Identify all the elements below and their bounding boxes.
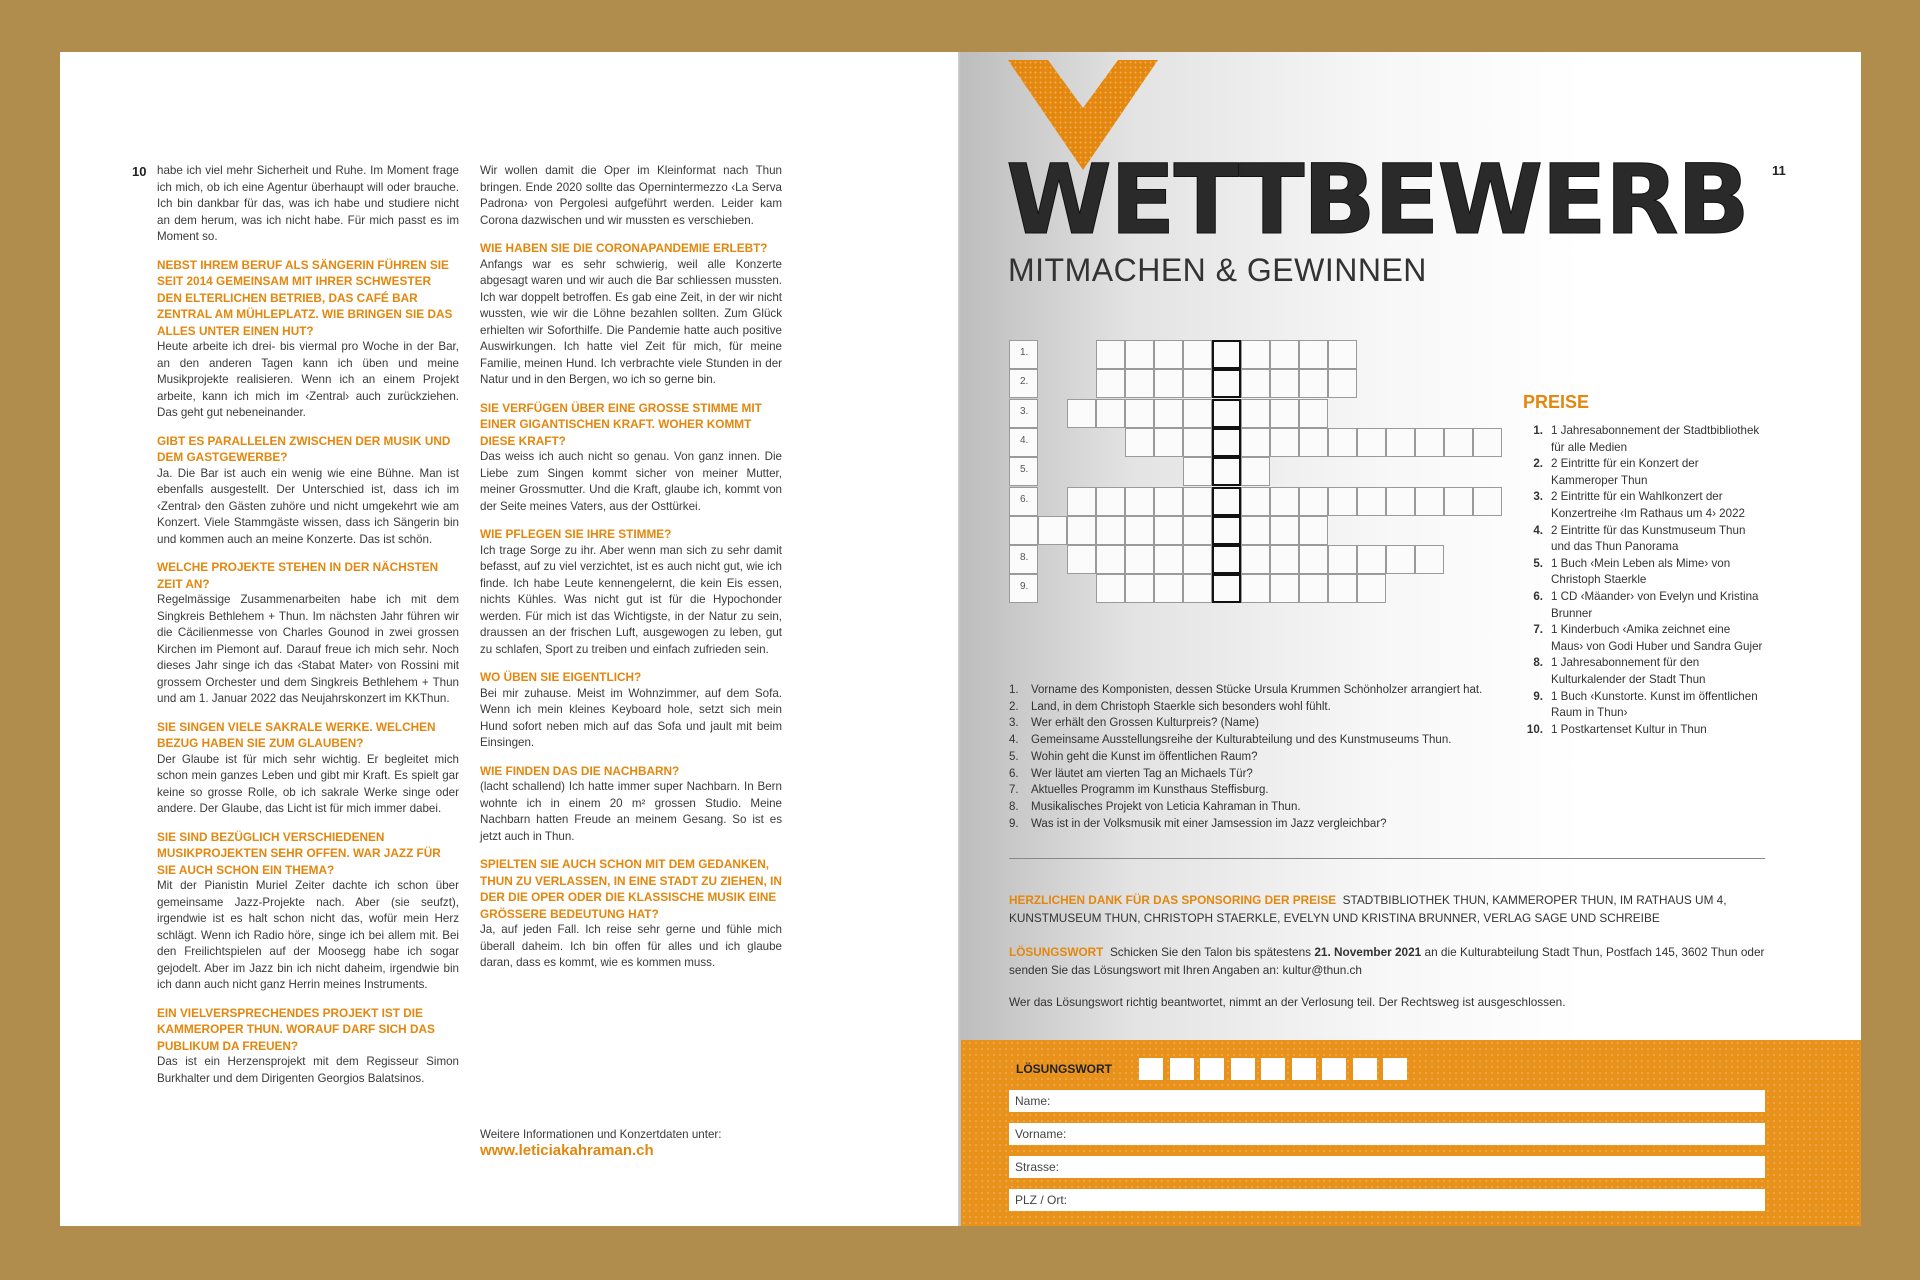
crossword-cell[interactable]: [1067, 399, 1096, 428]
crossword-cell[interactable]: [1125, 487, 1154, 516]
clue-number: 7.: [1009, 784, 1019, 797]
crossword-cell[interactable]: [1241, 516, 1270, 545]
prizes-list: [1523, 423, 1763, 738]
crossword-cell[interactable]: [1183, 369, 1212, 398]
crossword-cell[interactable]: [1154, 369, 1183, 398]
interview-question: WIE HABEN SIE DIE CORONAPANDEMIE ERLEBT?: [480, 241, 768, 255]
competition-title: WETTBEWERB: [1006, 144, 1748, 256]
interview-answer: Ich trage Sorge zu ihr. Aber wenn man sich zu sehr damit befasst, auf zu viel verzichtet, ist es auch nicht gut, wie ich finde. Ich habe Leute kennengelernt, die kein Eis essen, nichts Kühles. Was nicht gut ist für die Hypochonder werden. Für mich ist das Wichtigste, in der Natur zu sein, draussen an der frischen Luft, ausgewogen zu leben, gut zu schlafen, Sport zu treiben und einfach zufrieden sein.: [480, 543, 782, 656]
crossword-solution-cell[interactable]: [1212, 340, 1241, 369]
clue-item: [1009, 816, 1609, 833]
page-number-left: 10: [132, 164, 147, 179]
prize-item: [1523, 556, 1763, 589]
crossword-cell[interactable]: [1183, 340, 1212, 369]
crossword-cell[interactable]: [1096, 516, 1125, 545]
crossword-cell[interactable]: [1038, 516, 1067, 545]
row-number-label: 2.: [1020, 376, 1029, 388]
crossword-cell[interactable]: [1357, 574, 1386, 603]
crossword-cell[interactable]: [1357, 487, 1386, 516]
crossword-cell[interactable]: [1299, 340, 1328, 369]
prize-number: 9.: [1533, 689, 1543, 703]
crossword-cell[interactable]: [1415, 545, 1444, 574]
crossword-cell[interactable]: [1154, 428, 1183, 457]
clue-number: 5.: [1009, 750, 1019, 763]
crossword-row-number: [1009, 487, 1038, 516]
clue-number: 8.: [1009, 800, 1019, 813]
prizes-section: [1523, 392, 1763, 738]
left-page: [60, 52, 960, 1226]
crossword-cell[interactable]: [1328, 340, 1357, 369]
crossword-cell[interactable]: [1096, 340, 1125, 369]
crossword-cell[interactable]: [1183, 399, 1212, 428]
prize-item: [1523, 655, 1763, 688]
deadline: 21. November 2021: [1314, 945, 1422, 959]
clue-number: 9.: [1009, 817, 1019, 830]
interview-question: EIN VIELVERSPRECHENDES PROJEKT IST DIE KAMMEROPER THUN. WORAUF DARF SICH DAS PUBLIKUM DA FREUEN?: [157, 1005, 435, 1053]
crossword-cell[interactable]: [1125, 574, 1154, 603]
form-field[interactable]: PLZ / Ort:: [1009, 1189, 1765, 1211]
crossword-cell[interactable]: [1154, 545, 1183, 574]
clue-text: Wer erhält den Grossen Kulturpreis? (Name): [1031, 717, 1259, 730]
prize-item: [1523, 689, 1763, 722]
crossword-cell[interactable]: [1241, 340, 1270, 369]
interview-answer: Das weiss ich auch nicht so genau. Von ganz innen. Die Liebe zum Singen kommt sicher von meiner Mutter, meiner Grossmutter. Und die Kraft, glaube ich, kommt von der Seite meines Vaters, aus der Osttürkei.: [480, 450, 782, 513]
crossword-cell[interactable]: [1357, 428, 1386, 457]
crossword-solution-cell[interactable]: [1212, 369, 1241, 398]
interview-question: WELCHE PROJEKTE STEHEN IN DER NÄCHSTEN ZEIT AN?: [157, 560, 439, 591]
crossword-solution-cell[interactable]: [1212, 428, 1241, 457]
solution-letter-box[interactable]: [1322, 1058, 1346, 1080]
form-field[interactable]: Name:: [1009, 1090, 1765, 1112]
prize-item: [1523, 622, 1763, 655]
crossword-row-number: [1009, 340, 1038, 369]
crossword-row-number: [1009, 574, 1038, 603]
crossword-row-number: [1009, 545, 1038, 574]
crossword-solution-cell[interactable]: [1212, 516, 1241, 545]
prize-number: 7.: [1533, 623, 1543, 637]
crossword-cell[interactable]: [1386, 545, 1415, 574]
interview-question: SIE SINGEN VIELE SAKRALE WERKE. WELCHEN BEZUG HABEN SIE ZUM GLAUBEN?: [157, 719, 436, 750]
disclaimer: Wer das Lösungswort richtig beantwortet, nimmt an der Verlosung teil. Der Rechtsweg ist ausgeschlossen.: [1009, 995, 1566, 1009]
crossword-cell[interactable]: [1473, 487, 1502, 516]
row-number-label: 4.: [1020, 434, 1029, 446]
prize-item: [1523, 722, 1763, 739]
prize-text: 2 Eintritte für ein Wahlkonzert der Konzertreihe ‹Im Rathaus um 4› 2022: [1551, 490, 1745, 520]
row-number-label: 3.: [1020, 405, 1029, 417]
crossword-cell[interactable]: [1386, 428, 1415, 457]
crossword-cell[interactable]: [1067, 516, 1096, 545]
prize-number: 10.: [1526, 722, 1543, 736]
row-number-label: 1.: [1020, 347, 1029, 358]
crossword-cell[interactable]: [1270, 545, 1299, 574]
clue-text: Land, in dem Christoph Staerkle sich besonders wohl fühlt.: [1031, 700, 1331, 713]
interview-question: WIE PFLEGEN SIE IHRE STIMME?: [480, 527, 672, 541]
crossword-cell[interactable]: [1473, 428, 1502, 457]
crossword-cell[interactable]: [1328, 487, 1357, 516]
prize-item: [1523, 423, 1763, 456]
crossword-cell[interactable]: [1096, 399, 1125, 428]
crossword-clues: [1009, 682, 1609, 832]
interview-answer: Ja. Die Bar ist auch ein wenig wie eine Bühne. Man ist ebenfalls ausgestellt. Der Unterschied ist, dass ich im ‹Zentral› den Gästen zuhöre und nicht umgekehrt wie am Konzert. Viele Stammgäste wissen, dass ich Sängerin bin und kommen auch an meine Konzerte. Das ist schön.: [157, 466, 459, 546]
crossword-cell[interactable]: [1154, 399, 1183, 428]
interview-answer: Mit der Pianistin Muriel Zeiter dachte ich schon über gemeinsame Jazz-Projekte nach. Aber (sie seufzt), irgendwie ist es halt schon nicht das, wofür mein Herz schlägt. Wenn ich Radio höre, singe ich bei allem mit. Bei den Freilichtspielen auf der Moosegg habe ich sogar gejodelt. Aber im Jazz bin ich nicht daheim, irgendwie bin ich dann auch nicht ganz Herrin meines Instruments.: [157, 879, 459, 991]
competition-subtitle: MITMACHEN & GEWINNEN: [1008, 252, 1427, 288]
crossword-cell[interactable]: [1328, 369, 1357, 398]
crossword-cell[interactable]: [1241, 399, 1270, 428]
clue-text: Aktuelles Programm im Kunsthaus Steffisburg.: [1031, 784, 1269, 797]
divider: [1009, 858, 1765, 859]
crossword-cell[interactable]: [1241, 457, 1270, 486]
solution-text-1: Schicken Sie den Talon bis spätestens: [1109, 945, 1312, 959]
more-info-text: Weitere Informationen und Konzertdaten unter:: [480, 1128, 722, 1141]
interview-answer: Heute arbeite ich drei- bis viermal pro Woche in der Bar, an den anderen Tagen kann ich üben und meine Musikprojekte realisieren. Wenn ich an einem Projekt arbeite, kann ich mich im ‹Zentral› auch zurückziehen. Das geht gut nebeneinander.: [157, 340, 459, 419]
crossword-cell[interactable]: [1386, 487, 1415, 516]
prizes-heading: PREISE: [1523, 392, 1590, 412]
row-number-label: 5.: [1020, 464, 1029, 476]
crossword-row-number: [1009, 369, 1038, 398]
sponsor-label: HERZLICHEN DANK FÜR DAS SPONSORING DER PREISE: [1009, 893, 1337, 907]
crossword-cell[interactable]: [1067, 487, 1096, 516]
prize-text: 1 CD ‹Mäander› von Evelyn und Kristina Brunner: [1551, 589, 1759, 620]
clue-item: [1009, 715, 1609, 732]
crossword-cell[interactable]: [1241, 574, 1270, 603]
crossword-cell[interactable]: [1299, 428, 1328, 457]
crossword-cell[interactable]: [1444, 487, 1473, 516]
interview-answer: Das ist ein Herzensprojekt mit dem Regisseur Simon Burkhalter und dem Dirigenten Georgios Balatsinos.: [157, 1055, 459, 1085]
interview-question: SPIELTEN SIE AUCH SCHON MIT DEM GEDANKEN, THUN ZU VERLASSEN, IN EINE STADT ZU ZIEHEN, IN DER DIE OPER ODER DIE KLASSISCHE MUSIK EINE GRÖSSERE BEDEUTUNG HAT?: [480, 857, 782, 921]
prize-number: 3.: [1533, 490, 1543, 504]
clue-text: Gemeinsame Ausstellungsreihe der Kulturabteilung und des Kunstmuseums Thun.: [1031, 734, 1452, 747]
clue-text: Musikalisches Projekt von Leticia Kahraman in Thun.: [1031, 800, 1301, 813]
sponsor-text: STADTBIBLIOTHEK THUN, KAMMEROPER THUN, IM RATHAUS UM 4, KUNSTMUSEUM THUN, CHRISTOPH STAERKLE, EVELYN UND KRISTINA BRUNNER, VERLAG SAGE UND SCHREIBE: [1009, 893, 1727, 925]
prize-number: 4.: [1533, 523, 1543, 537]
form-field[interactable]: Strasse:: [1009, 1156, 1765, 1178]
crossword-cell[interactable]: [1270, 516, 1299, 545]
crossword-grid[interactable]: [1009, 340, 1489, 660]
crossword-cell[interactable]: [1241, 545, 1270, 574]
crossword-cell[interactable]: [1183, 545, 1212, 574]
crossword-cell[interactable]: [1270, 574, 1299, 603]
solution-letter-box[interactable]: [1231, 1058, 1255, 1080]
prize-item: [1523, 523, 1763, 556]
crossword-cell[interactable]: [1154, 340, 1183, 369]
crossword-row-number: [1009, 428, 1038, 457]
crossword-cell[interactable]: [1154, 487, 1183, 516]
interview-question: WO ÜBEN SIE EIGENTLICH?: [480, 670, 642, 684]
prize-text: 2 Eintritte für das Kunstmuseum Thun und das Thun Panorama: [1551, 523, 1746, 554]
clue-number: 1.: [1009, 684, 1019, 696]
clue-item: [1009, 749, 1609, 766]
crossword-cell[interactable]: [1241, 369, 1270, 398]
crossword-cell[interactable]: [1270, 369, 1299, 398]
row-number-label: 8.: [1020, 552, 1029, 564]
solution-paragraph: [1009, 944, 1769, 979]
solution-letter-box[interactable]: [1139, 1058, 1163, 1080]
sponsor-paragraph: [1009, 892, 1769, 927]
interview-answer: Ja, auf jeden Fall. Ich reise sehr gerne und fühle mich überall daheim. Ich bin offen für alles und ich glaube daran, dass es kommt, wie es kommen muss.: [480, 923, 782, 969]
prize-number: 5.: [1533, 556, 1543, 570]
crossword-cell[interactable]: [1125, 369, 1154, 398]
crossword-solution-cell[interactable]: [1212, 399, 1241, 428]
crossword-cell[interactable]: [1125, 340, 1154, 369]
interview-answer: Wir wollen damit die Oper im Kleinformat nach Thun bringen. Ende 2020 sollte das Opernintermezzo ‹La Serva Padrona› von Pergolesi aufgeführt werden. Leider kam Corona dazwischen und wir mussten es verschieben.: [480, 164, 782, 227]
clue-item: [1009, 799, 1609, 816]
solution-text-2: an die Kulturabteilung Stadt Thun, Postfach 145, 3602 Thun oder senden Sie das Lösungswort mit Ihren Angaben an: kultur@thun.ch: [1009, 945, 1765, 977]
solution-letter-box[interactable]: [1170, 1058, 1194, 1080]
crossword-cell[interactable]: [1241, 487, 1270, 516]
crossword-cell[interactable]: [1125, 516, 1154, 545]
crossword-cell[interactable]: [1415, 428, 1444, 457]
prize-number: 6.: [1533, 589, 1543, 603]
crossword-cell[interactable]: [1299, 516, 1328, 545]
clue-item: [1009, 732, 1609, 749]
form-field[interactable]: Vorname:: [1009, 1123, 1765, 1145]
crossword-cell[interactable]: [1183, 457, 1212, 486]
right-page: [961, 52, 1861, 1226]
prize-number: 8.: [1533, 656, 1543, 670]
crossword-solution-cell[interactable]: [1212, 545, 1241, 574]
row-number-label: 9.: [1020, 581, 1029, 593]
clue-item: [1009, 766, 1609, 783]
crossword-cell[interactable]: [1444, 428, 1473, 457]
entry-form: [961, 1040, 1861, 1226]
crossword-cell[interactable]: [1328, 545, 1357, 574]
clue-text: Wohin geht die Kunst im öffentlichen Raum?: [1031, 750, 1258, 763]
clue-number: 3.: [1009, 717, 1019, 730]
crossword-cell[interactable]: [1009, 516, 1038, 545]
interview-answer: Anfangs war es sehr schwierig, weil alle Konzerte abgesagt waren und wir auch die Bar schliessen mussten. Ich war doppelt betroffen. Es gab eine Zeit, in der wir nicht wussten, wie wir die Löhne bezahlen sollten. Zum Glück erhielten wir Soforthilfe. Die Pandemie hatte auch positive Auswirkungen. Ich hatte viel Zeit für mich, für meine Familie, meinen Hund. Ich verbrachte viele Stunden in der Natur und in den Bergen, wo ich so gerne bin.: [480, 257, 782, 386]
clue-item: [1009, 699, 1609, 716]
crossword-cell[interactable]: [1299, 545, 1328, 574]
crossword-cell[interactable]: [1299, 369, 1328, 398]
interview-question: WIE FINDEN DAS DIE NACHBARN?: [480, 763, 680, 778]
prize-text: 2 Eintritte für ein Konzert der Kammeroper Thun: [1551, 457, 1699, 487]
prize-text: 1 Jahresabonnement für den Kulturkalender der Stadt Thun: [1551, 656, 1706, 686]
crossword-cell[interactable]: [1328, 574, 1357, 603]
interview-answer: Regelmässige Zusammenarbeiten habe ich mit dem Singkreis Bethlehem + Thun. Im nächsten Jahr führen wir die Cäcilienmesse von Charles Gounod in zwei grossen Kirchen im Piemont auf. Darauf freue ich mich sehr. Noch dieses Jahr singe ich das ‹Stabat Mater› von Rossini mit grossem Orchester und dem Singkreis Bethlehem + Thun und am 1. Januar 2022 das Neujahrskonzert im KKThun.: [157, 593, 459, 705]
crossword-cell[interactable]: [1270, 399, 1299, 428]
crossword-cell[interactable]: [1125, 399, 1154, 428]
prize-text: 1 Postkartenset Kultur in Thun: [1551, 722, 1707, 736]
crossword-cell[interactable]: [1299, 399, 1328, 428]
clue-number: 4.: [1009, 734, 1019, 747]
article-column-1: [157, 163, 459, 1098]
clue-number: 2.: [1009, 700, 1019, 713]
interview-answer: Der Glaube ist für mich sehr wichtig. Er begleitet mich schon mein ganzes Leben und gibt mir Kraft. Es spielt gar keine so grosse Rolle, ob ich sakrale Werke singe oder andere. Der Glaube, das Licht ist für mich immer dabei.: [157, 752, 459, 815]
crossword-cell[interactable]: [1270, 487, 1299, 516]
crossword-cell[interactable]: [1125, 545, 1154, 574]
interview-answer: (lacht schallend) Ich hatte immer super Nachbarn. In Bern wohnte ich in einem 20 m² grossen Studio. Meine Nachbarn hatten Freude an meinem Gesang. So ist es jetzt auch in Thun.: [480, 780, 782, 843]
crossword-row-number: [1009, 399, 1038, 428]
crossword-cell[interactable]: [1270, 340, 1299, 369]
solution-label: LÖSUNGSWORT: [1009, 945, 1104, 959]
solution-letter-box[interactable]: [1383, 1058, 1407, 1080]
clue-text: Vorname des Komponisten, dessen Stücke Ursula Krummen Schönholzer arrangiert hat.: [1031, 684, 1483, 696]
interview-answer: habe ich viel mehr Sicherheit und Ruhe. Im Moment frage ich mich, ob ich eine Agentur überhaupt will oder brauche. Ich bin dankbar für das, was ich habe und studiere nicht an dem herum, was ich nicht habe. Für mich passt es im Moment so.: [157, 164, 459, 243]
crossword-solution-cell[interactable]: [1212, 457, 1241, 486]
clue-item: [1009, 682, 1609, 699]
crossword-cell[interactable]: [1183, 516, 1212, 545]
crossword-cell[interactable]: [1183, 574, 1212, 603]
prize-item: [1523, 456, 1763, 489]
crossword-cell[interactable]: [1096, 487, 1125, 516]
crossword-cell[interactable]: [1299, 487, 1328, 516]
interview-question: SIE SIND BEZÜGLICH VERSCHIEDENEN MUSIKPROJEKTEN SEHR OFFEN. WAR JAZZ FÜR SIE AUCH SCHON EIN THEMA?: [157, 829, 441, 877]
interview-question: GIBT ES PARALLELEN ZWISCHEN DER MUSIK UND DEM GASTGEWERBE?: [157, 433, 451, 464]
prize-item: [1523, 589, 1763, 622]
crossword-cell[interactable]: [1154, 516, 1183, 545]
crossword-cell[interactable]: [1183, 487, 1212, 516]
prize-item: [1523, 489, 1763, 522]
crossword-cell[interactable]: [1183, 428, 1212, 457]
interview-question: NEBST IHREM BERUF ALS SÄNGERIN FÜHREN SIE SEIT 2014 GEMEINSAM MIT IHRER SCHWESTER DEN ELTERLICHEN BETRIEB, DAS CAFÉ BAR ZENTRAL AM MÜHLEPLATZ. WIE BRINGEN SIE DAS ALLES UNTER EINEN HUT?: [157, 257, 453, 338]
clue-text: Wer läutet am vierten Tag an Michaels Tür?: [1031, 767, 1253, 780]
prize-text: 1 Buch ‹Kunstorte. Kunst im öffentlichen Raum in Thun›: [1551, 689, 1758, 720]
prize-text: 1 Kinderbuch ‹Amika zeichnet eine Maus› von Godi Huber und Sandra Gujer: [1551, 623, 1763, 653]
solution-letter-box[interactable]: [1292, 1058, 1316, 1080]
article-column-2: [480, 163, 782, 983]
crossword-solution-cell[interactable]: [1212, 487, 1241, 516]
website-link[interactable]: www.leticiakahraman.ch: [480, 1142, 654, 1159]
crossword-cell[interactable]: [1241, 428, 1270, 457]
crossword-cell[interactable]: [1067, 545, 1096, 574]
solution-letter-box[interactable]: [1200, 1058, 1224, 1080]
interview-answer: Bei mir zuhause. Meist im Wohnzimmer, auf dem Sofa. Wenn ich mein kleines Keyboard hole, setzt sich mein Hund sofort neben mich auf das Sofa und jault mit beim Einsingen.: [480, 686, 782, 749]
crossword-row-number: [1009, 457, 1038, 486]
crossword-cell[interactable]: [1125, 428, 1154, 457]
crossword-cell[interactable]: [1415, 487, 1444, 516]
solution-word-label: LÖSUNGSWORT: [1016, 1062, 1112, 1076]
solution-letter-box[interactable]: [1261, 1058, 1285, 1080]
clue-number: 6.: [1009, 767, 1019, 780]
crossword-cell[interactable]: [1328, 428, 1357, 457]
crossword-cell[interactable]: [1270, 428, 1299, 457]
solution-letter-box[interactable]: [1353, 1058, 1377, 1080]
row-number-label: 6.: [1020, 493, 1029, 505]
crossword-cell[interactable]: [1096, 574, 1125, 603]
page-number-right: 11: [1772, 163, 1786, 178]
crossword-cell[interactable]: [1096, 545, 1125, 574]
interview-question: SIE VERFÜGEN ÜBER EINE GROSSE STIMME MIT EINER GIGANTISCHEN KRAFT. WOHER KOMMT DIESE KRAFT?: [480, 400, 762, 448]
crossword-cell[interactable]: [1096, 369, 1125, 398]
clue-item: [1009, 782, 1609, 799]
crossword-cell[interactable]: [1299, 574, 1328, 603]
prize-text: 1 Buch ‹Mein Leben als Mime› von Christoph Staerkle: [1551, 556, 1731, 587]
crossword-cell[interactable]: [1154, 574, 1183, 603]
crossword-cell[interactable]: [1357, 545, 1386, 574]
crossword-solution-cell[interactable]: [1212, 574, 1241, 603]
prize-number: 1.: [1533, 424, 1543, 437]
prize-text: 1 Jahresabonnement der Stadtbibliothek für alle Medien: [1551, 424, 1760, 454]
clue-text: Was ist in der Volksmusik mit einer Jamsession im Jazz vergleichbar?: [1031, 817, 1387, 830]
prize-number: 2.: [1533, 457, 1543, 471]
